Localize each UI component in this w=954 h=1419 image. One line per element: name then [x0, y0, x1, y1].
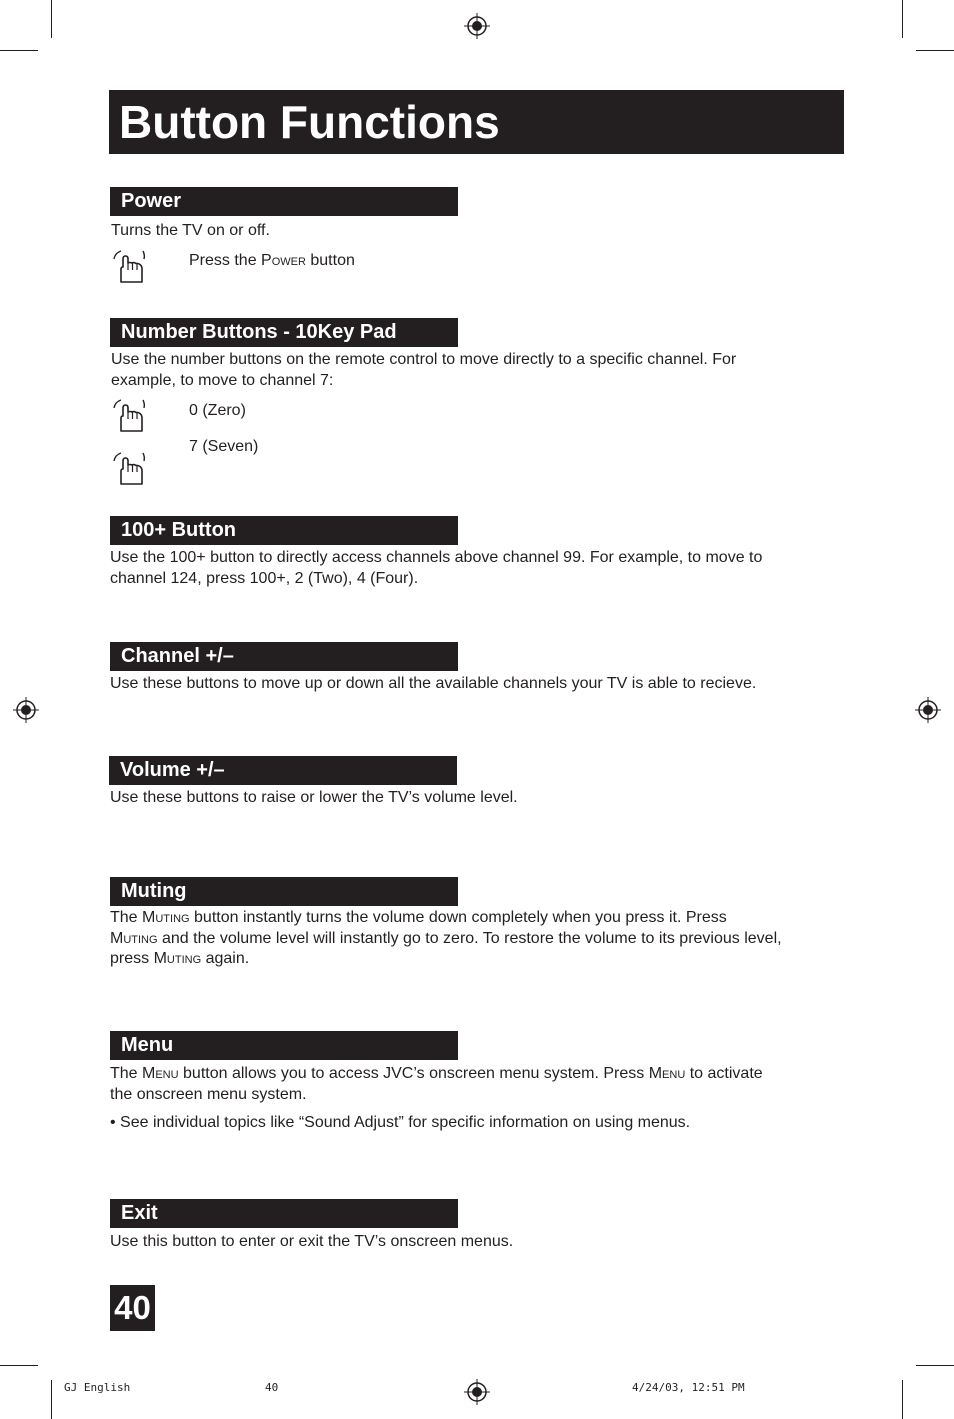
section-heading-muting	[110, 877, 458, 906]
power-key-label: Power	[261, 252, 306, 269]
section-heading-power	[110, 187, 458, 216]
menu-key-label: Menu	[142, 1065, 179, 1082]
section-heading-volume	[109, 756, 457, 785]
section-heading-text: Muting	[121, 880, 187, 902]
section-heading-text: Power	[121, 190, 182, 212]
number-step-seven: 7 (Seven)	[189, 438, 259, 455]
muting-description-line2	[110, 928, 782, 949]
registration-mark-icon	[464, 1379, 490, 1405]
hundred-description-line1: Use the 100+ button to directly access channels above channel 99. For example, to move to	[110, 549, 763, 566]
power-step	[189, 250, 355, 271]
menu-bullet: • See individual topics like “Sound Adjust” for specific information on using menus.	[110, 1114, 691, 1131]
section-heading-100-button	[110, 516, 458, 545]
power-description: Turns the TV on or off.	[111, 222, 270, 239]
muting-key-label: Muting	[142, 909, 190, 926]
muting-l2-post: and the volume level will instantly go to zero. To restore the volume to its previous level,	[157, 930, 782, 947]
crop-mark	[51, 1380, 52, 1419]
menu-description-line2: the onscreen menu system.	[110, 1086, 307, 1103]
menu-l1-pre: The	[110, 1065, 143, 1082]
section-heading-menu	[110, 1031, 458, 1060]
section-heading-text: Menu	[121, 1034, 174, 1056]
hand-press-icon	[112, 451, 146, 485]
slug-page: 40	[265, 1381, 279, 1394]
crop-mark	[51, 0, 52, 38]
crop-mark	[902, 0, 903, 38]
number-description-line1: Use the number buttons on the remote control to move directly to a specific channel. For	[111, 351, 737, 368]
exit-description: Use this button to enter or exit the TV’s onscreen menus.	[110, 1233, 514, 1250]
hand-press-icon	[112, 249, 146, 283]
muting-key-label: Muting	[110, 930, 158, 947]
registration-mark-icon	[13, 697, 39, 723]
muting-description-line3	[110, 948, 249, 969]
menu-l1-post: to activate	[685, 1065, 763, 1082]
page-title: Button Functions	[119, 96, 500, 148]
muting-key-label: Muting	[153, 950, 202, 967]
channel-description: Use these buttons to move up or down all the available channels your TV is able to recieve.	[110, 675, 757, 692]
power-step-post: button	[305, 252, 355, 269]
hundred-description-line2: channel 124, press 100+, 2 (Two), 4 (Four).	[110, 570, 419, 587]
muting-l3-post: again.	[201, 950, 250, 967]
section-heading-text: Volume +/–	[120, 759, 225, 781]
muting-l3-pre: press	[110, 950, 154, 967]
section-heading-text: 100+ Button	[121, 519, 237, 541]
volume-description: Use these buttons to raise or lower the TV’s volume level.	[110, 789, 518, 806]
crop-mark	[916, 1365, 954, 1366]
power-step-pre: Press the	[189, 252, 262, 269]
slug-date: 4/24/03, 12:51 PM	[632, 1381, 745, 1394]
crop-mark	[916, 50, 954, 51]
crop-mark	[902, 1380, 903, 1419]
number-description-line2: example, to move to channel 7:	[111, 372, 334, 389]
number-step-zero: 0 (Zero)	[189, 402, 246, 419]
menu-description-line1	[110, 1063, 763, 1084]
crop-mark	[0, 50, 38, 51]
page-number: 40	[110, 1285, 155, 1331]
page-title-bar	[109, 90, 844, 154]
registration-mark-icon	[464, 13, 490, 39]
muting-l1-pre: The	[110, 909, 143, 926]
slug-doc-name: GJ English	[64, 1381, 131, 1394]
section-heading-number-buttons	[110, 318, 458, 347]
section-heading-exit	[110, 1199, 458, 1228]
hand-press-icon	[112, 398, 146, 432]
section-heading-text: Channel +/–	[121, 645, 234, 667]
registration-mark-icon	[915, 697, 941, 723]
menu-l1-mid: button allows you to access JVC’s onscreen menu system. Press	[178, 1065, 649, 1082]
menu-key-label: Menu	[648, 1065, 686, 1082]
muting-description-line1	[110, 907, 727, 928]
crop-mark	[0, 1365, 38, 1366]
muting-l1-post: button instantly turns the volume down completely when you press it. Press	[189, 909, 727, 926]
section-heading-channel	[110, 642, 458, 671]
section-heading-text: Exit	[121, 1202, 158, 1224]
section-heading-text: Number Buttons - 10Key Pad	[121, 321, 397, 343]
